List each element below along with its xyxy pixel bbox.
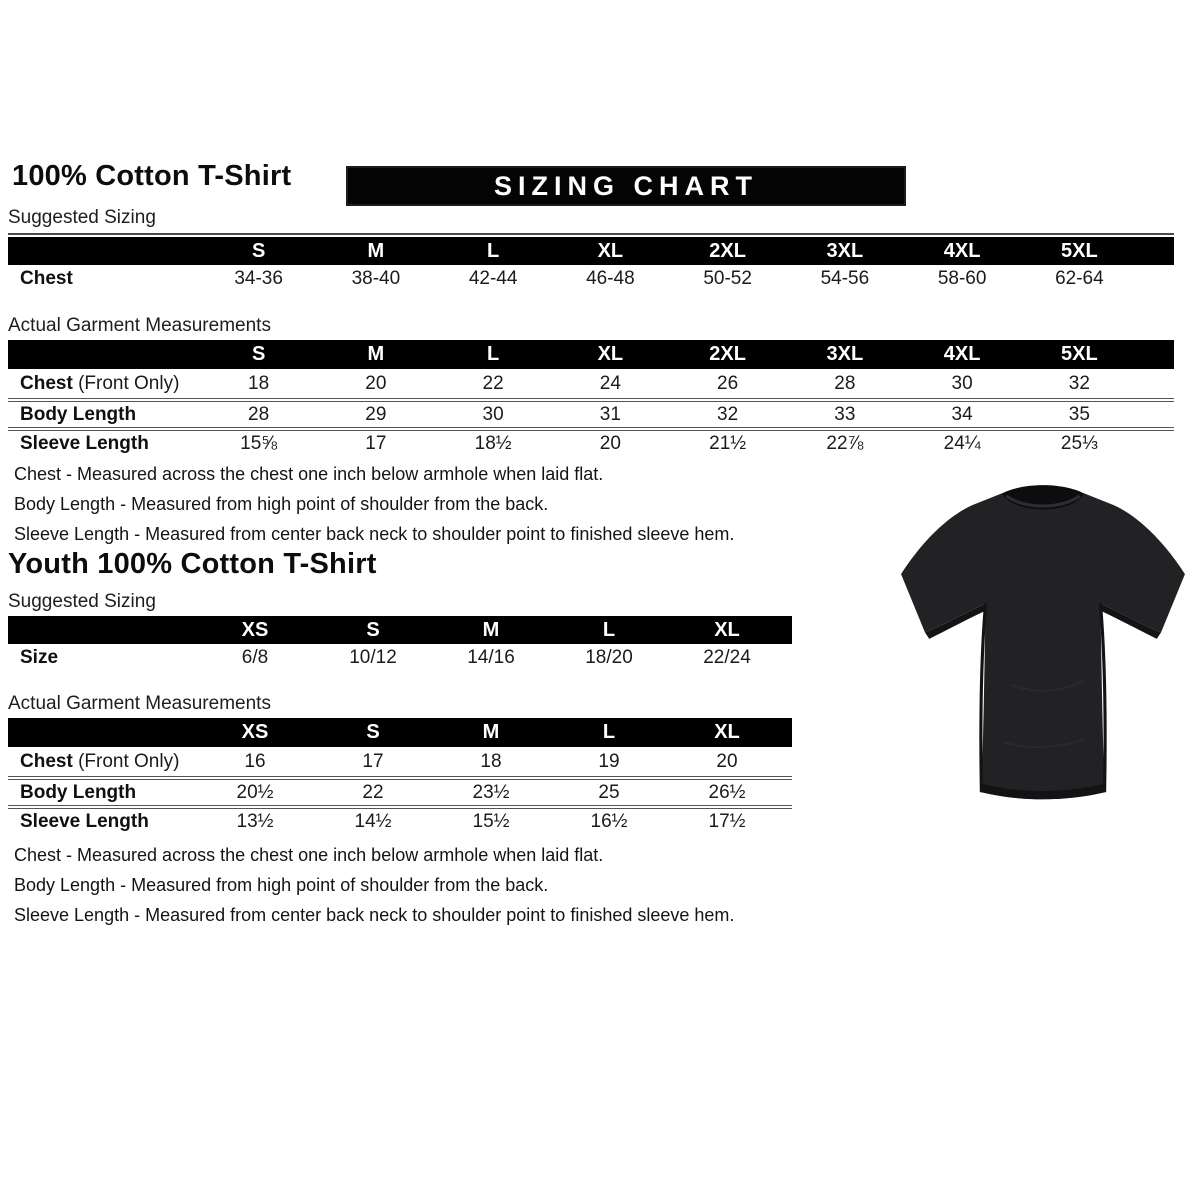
size-value-cell: 14/16 bbox=[467, 647, 515, 668]
table-row bbox=[8, 747, 792, 776]
size-col-header: 3XL bbox=[826, 239, 864, 262]
youth-suggested-header-row bbox=[8, 616, 792, 644]
size-value-cell: 17 bbox=[362, 750, 384, 772]
size-value-cell: 15⅝ bbox=[240, 432, 278, 454]
size-col-header: L bbox=[602, 721, 616, 743]
tshirt-illustration bbox=[886, 476, 1200, 810]
size-col-header: 2XL bbox=[709, 343, 746, 365]
size-value-cell: 26½ bbox=[708, 781, 746, 803]
size-value-cell: 50-52 bbox=[703, 268, 752, 289]
size-value-cell: 62-64 bbox=[1055, 268, 1104, 289]
row-label: Size bbox=[20, 647, 59, 668]
size-col-header: XL bbox=[597, 343, 624, 365]
size-col-header: S bbox=[366, 721, 380, 743]
size-value-cell: 24 bbox=[599, 372, 621, 394]
size-value-cell: 18 bbox=[248, 372, 270, 394]
black-tshirt-product-photo bbox=[886, 476, 1200, 810]
row-label: Chest (Front Only) bbox=[20, 750, 180, 772]
size-col-header: XL bbox=[714, 721, 740, 743]
adult-garment-measurements-label: Actual Garment Measurements bbox=[8, 315, 1174, 343]
size-value-cell: 32 bbox=[1068, 372, 1090, 394]
size-col-header: S bbox=[251, 239, 266, 262]
size-col-header: 3XL bbox=[826, 343, 864, 365]
size-value-cell: 28 bbox=[248, 403, 270, 425]
page-title: 100% Cotton T-Shirt bbox=[12, 160, 292, 192]
youth-measurement-notes bbox=[14, 840, 734, 930]
table-row bbox=[8, 427, 1174, 456]
size-value-cell: 30 bbox=[482, 403, 504, 425]
size-col-header: L bbox=[487, 239, 500, 262]
size-col-header: XL bbox=[597, 239, 624, 262]
size-col-header: 4XL bbox=[943, 239, 981, 262]
table-row bbox=[8, 398, 1174, 427]
size-value-cell: 20 bbox=[716, 750, 738, 772]
size-col-header: XL bbox=[714, 618, 740, 641]
size-col-header: 5XL bbox=[1061, 343, 1098, 365]
size-value-cell: 23½ bbox=[472, 781, 510, 803]
table-row bbox=[8, 776, 792, 805]
size-value-cell: 54-56 bbox=[820, 268, 870, 289]
row-label: Chest (Front Only) bbox=[20, 372, 180, 394]
size-value-cell: 24¼ bbox=[943, 432, 981, 454]
size-value-cell: 20½ bbox=[236, 781, 274, 803]
size-value-cell: 29 bbox=[365, 403, 387, 425]
size-value-cell: 18/20 bbox=[585, 647, 633, 668]
note-sleeve-length: Sleeve Length - Measured from center back neck to shoulder point to finished sleeve hem. bbox=[14, 524, 735, 544]
adult-measurements-header-row bbox=[8, 340, 1174, 369]
size-col-header: M bbox=[367, 343, 385, 365]
size-col-header: L bbox=[487, 343, 500, 365]
row-label: Body Length bbox=[20, 403, 137, 425]
size-col-header: 4XL bbox=[943, 343, 981, 365]
size-col-header: XS bbox=[241, 721, 269, 743]
table-row bbox=[8, 644, 792, 672]
note-chest: Chest - Measured across the chest one inch below armhole when laid flat. bbox=[14, 464, 604, 484]
size-value-cell: 22 bbox=[362, 781, 384, 803]
size-value-cell: 25 bbox=[598, 781, 620, 803]
size-value-cell: 16½ bbox=[590, 810, 628, 832]
size-value-cell: 31 bbox=[599, 403, 621, 425]
size-value-cell: 17½ bbox=[708, 810, 746, 832]
size-col-header: M bbox=[482, 618, 500, 641]
youth-measurements-header-row bbox=[8, 718, 792, 747]
row-label: Sleeve Length bbox=[20, 810, 149, 832]
size-value-cell: 34-36 bbox=[234, 268, 283, 289]
youth-garment-measurements-label: Actual Garment Measurements bbox=[8, 693, 792, 721]
adult-measurement-notes bbox=[14, 459, 734, 549]
size-value-cell: 18 bbox=[480, 750, 502, 772]
table-row bbox=[8, 805, 792, 834]
table-row bbox=[8, 369, 1174, 398]
size-col-header: L bbox=[602, 618, 616, 641]
row-label: Chest bbox=[20, 268, 73, 289]
sizing-chart-banner-text: SIZING CHART bbox=[494, 170, 758, 201]
size-value-cell: 13½ bbox=[236, 810, 274, 832]
size-value-cell: 26 bbox=[717, 372, 739, 394]
size-value-cell: 38-40 bbox=[351, 268, 401, 289]
size-col-header: S bbox=[251, 343, 266, 365]
size-value-cell: 35 bbox=[1068, 403, 1090, 425]
adult-suggested-sizing-table bbox=[8, 237, 1174, 293]
youth-suggested-sizing-label: Suggested Sizing bbox=[8, 591, 792, 619]
size-value-cell: 10/12 bbox=[349, 647, 397, 668]
note-chest: Chest - Measured across the chest one inch below armhole when laid flat. bbox=[14, 845, 604, 865]
size-value-cell: 22⅞ bbox=[826, 432, 864, 454]
youth-garment-measurements-table bbox=[8, 718, 792, 834]
size-value-cell: 21½ bbox=[709, 432, 747, 454]
size-value-cell: 33 bbox=[834, 403, 856, 425]
size-value-cell: 42-44 bbox=[468, 268, 518, 289]
youth-suggested-sizing-table bbox=[8, 616, 792, 672]
size-value-cell: 18½ bbox=[474, 432, 512, 454]
row-label: Body Length bbox=[20, 781, 137, 803]
adult-suggested-header-row bbox=[8, 237, 1174, 265]
youth-section-title: Youth 100% Cotton T-Shirt bbox=[8, 548, 377, 580]
size-value-cell: 58-60 bbox=[937, 268, 987, 289]
row-label: Sleeve Length bbox=[20, 432, 149, 454]
size-value-cell: 19 bbox=[598, 750, 620, 772]
note-body-length: Body Length - Measured from high point of shoulder from the back. bbox=[14, 494, 549, 514]
size-value-cell: 6/8 bbox=[241, 647, 269, 668]
table-row bbox=[8, 265, 1174, 293]
note-sleeve-length: Sleeve Length - Measured from center back neck to shoulder point to finished sleeve hem. bbox=[14, 905, 735, 925]
size-value-cell: 25⅓ bbox=[1060, 432, 1098, 454]
adult-suggested-sizing-label: Suggested Sizing bbox=[8, 207, 1174, 235]
size-value-cell: 22 bbox=[482, 372, 504, 394]
size-value-cell: 30 bbox=[951, 372, 973, 394]
size-value-cell: 46-48 bbox=[586, 268, 635, 289]
size-value-cell: 17 bbox=[365, 432, 387, 454]
size-col-header: S bbox=[366, 618, 380, 641]
sizing-chart-banner bbox=[346, 166, 906, 206]
size-value-cell: 20 bbox=[599, 432, 621, 454]
size-value-cell: 32 bbox=[717, 403, 739, 425]
size-value-cell: 15½ bbox=[472, 810, 510, 832]
size-value-cell: 14½ bbox=[354, 810, 392, 832]
size-col-header: M bbox=[367, 239, 385, 262]
size-value-cell: 34 bbox=[951, 403, 973, 425]
size-col-header: M bbox=[482, 721, 500, 743]
size-col-header: 5XL bbox=[1061, 239, 1098, 262]
note-body-length: Body Length - Measured from high point of shoulder from the back. bbox=[14, 875, 549, 895]
size-col-header: XS bbox=[241, 618, 269, 641]
size-value-cell: 20 bbox=[365, 372, 387, 394]
size-value-cell: 28 bbox=[834, 372, 856, 394]
size-value-cell: 22/24 bbox=[703, 647, 751, 668]
size-value-cell: 16 bbox=[244, 750, 266, 772]
adult-garment-measurements-table bbox=[8, 340, 1174, 456]
size-col-header: 2XL bbox=[709, 239, 746, 262]
